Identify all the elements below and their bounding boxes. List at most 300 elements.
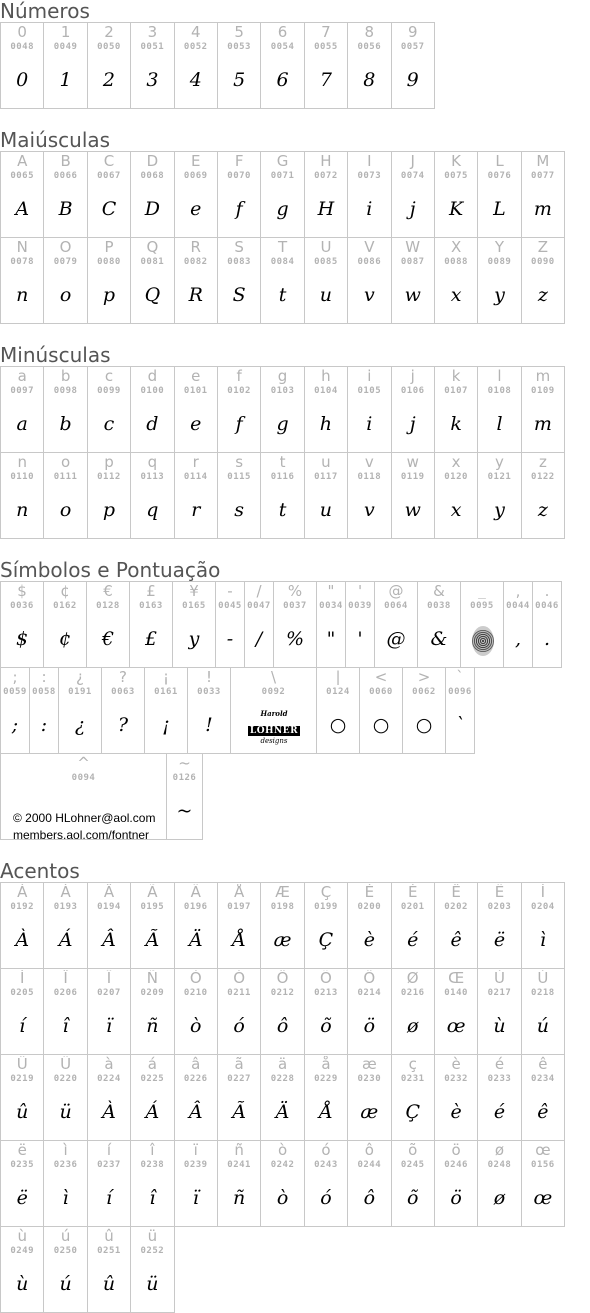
character-code: 0199 bbox=[314, 902, 338, 912]
glyph-sample: i bbox=[366, 413, 373, 435]
character-code: 0092 bbox=[261, 687, 286, 697]
character-label: á bbox=[147, 1056, 157, 1072]
character-code: 0194 bbox=[97, 902, 121, 912]
character-code: 0111 bbox=[53, 472, 78, 482]
glyph-sample: t bbox=[278, 284, 287, 306]
character-code: 0244 bbox=[357, 1160, 382, 1170]
character-code: 0055 bbox=[314, 42, 338, 52]
glyph-cell bbox=[131, 883, 174, 969]
character-code: 0089 bbox=[487, 257, 512, 267]
glyph-sample: Â bbox=[102, 929, 116, 951]
character-code: 0211 bbox=[227, 988, 251, 998]
character-code: 0237 bbox=[97, 1160, 121, 1170]
character-code: 0095 bbox=[470, 601, 494, 611]
glyph-cell bbox=[360, 668, 403, 754]
character-code: 0056 bbox=[357, 42, 382, 52]
character-label: J bbox=[410, 153, 415, 169]
character-code: 0034 bbox=[319, 601, 343, 611]
glyph-sample: Â bbox=[188, 1101, 203, 1123]
character-label: ú bbox=[60, 1228, 71, 1244]
character-label: m bbox=[535, 368, 551, 384]
glyph-row bbox=[0, 667, 475, 754]
glyph-sample: ú bbox=[59, 1273, 72, 1295]
character-code: 0202 bbox=[444, 902, 468, 912]
character-label: " bbox=[327, 583, 335, 599]
glyph-sample: £ bbox=[144, 628, 158, 650]
character-label: D bbox=[146, 153, 159, 169]
glyph-cell bbox=[392, 453, 435, 539]
glyph-cell bbox=[305, 1055, 348, 1141]
character-label: 3 bbox=[147, 24, 158, 40]
glyph-cell bbox=[175, 883, 218, 969]
glyph-cell bbox=[305, 453, 348, 539]
glyph-sample: v bbox=[363, 284, 375, 306]
glyph-cell bbox=[218, 453, 261, 539]
glyph-sample: À bbox=[15, 929, 30, 951]
character-code: 0033 bbox=[197, 687, 221, 697]
character-code: 0246 bbox=[444, 1160, 468, 1170]
character-code: 0161 bbox=[154, 687, 178, 697]
character-label: 6 bbox=[277, 24, 288, 40]
character-label: Û bbox=[16, 1056, 28, 1072]
character-label: Ú bbox=[537, 970, 549, 986]
glyph-cell bbox=[375, 582, 418, 668]
character-code: 0084 bbox=[270, 257, 295, 267]
character-label: Ì bbox=[540, 884, 546, 900]
character-code: 0242 bbox=[270, 1160, 295, 1170]
glyph-cell bbox=[1, 969, 44, 1055]
glyph-cell bbox=[348, 23, 391, 109]
glyph-cell bbox=[478, 969, 521, 1055]
glyph-sample: f bbox=[235, 413, 243, 435]
glyph-sample: Å bbox=[232, 929, 247, 951]
character-code: 0192 bbox=[10, 902, 35, 912]
glyph-cell bbox=[1, 152, 44, 238]
glyph-cell bbox=[1, 582, 44, 668]
glyph-sample: - bbox=[226, 628, 234, 650]
character-code: 0252 bbox=[140, 1246, 165, 1256]
glyph-cell bbox=[435, 152, 478, 238]
glyph-sample: ö bbox=[363, 1015, 376, 1037]
glyph-sample: œ bbox=[533, 1187, 553, 1209]
glyph-cell bbox=[261, 367, 304, 453]
glyph-sample: A bbox=[15, 198, 30, 220]
glyph-cell bbox=[348, 238, 391, 324]
character-code: 0074 bbox=[400, 171, 425, 181]
glyph-sample: ø bbox=[493, 1187, 506, 1209]
character-label: B bbox=[60, 153, 71, 169]
glyph-sample: g bbox=[276, 198, 289, 220]
character-label: W bbox=[405, 239, 421, 255]
glyph-cell bbox=[44, 1055, 87, 1141]
glyph-cell bbox=[175, 1141, 218, 1227]
glyph-sample: ì bbox=[62, 1187, 69, 1209]
glyph-sample: . bbox=[543, 628, 551, 650]
character-label: l bbox=[497, 368, 502, 384]
glyph-cell bbox=[305, 23, 348, 109]
glyph-sample: D bbox=[144, 198, 160, 220]
logo-line-1: Harold bbox=[260, 709, 288, 718]
glyph-cell bbox=[305, 238, 348, 324]
glyph-sample: ○ bbox=[329, 714, 347, 736]
glyph-cell bbox=[392, 152, 435, 238]
glyph-cell bbox=[44, 1141, 87, 1227]
glyph-cell bbox=[231, 668, 317, 754]
character-label: h bbox=[321, 368, 331, 384]
glyph-sample: Ã bbox=[232, 1101, 247, 1123]
character-code: 0048 bbox=[10, 42, 35, 52]
glyph-cell bbox=[261, 883, 304, 969]
glyph-cell bbox=[44, 152, 87, 238]
character-code: 0070 bbox=[227, 171, 251, 181]
glyph-sample: í bbox=[19, 1015, 26, 1037]
glyph-cell bbox=[1, 1227, 44, 1313]
character-code: 0219 bbox=[10, 1074, 35, 1084]
character-code: 0206 bbox=[53, 988, 78, 998]
character-code: 0063 bbox=[111, 687, 135, 697]
character-label: & bbox=[433, 583, 445, 599]
character-label: F bbox=[234, 153, 244, 169]
glyph-sample: í bbox=[105, 1187, 113, 1209]
character-label: À bbox=[17, 884, 28, 900]
character-label: k bbox=[451, 368, 461, 384]
character-code: 0241 bbox=[227, 1160, 251, 1170]
character-label: é bbox=[494, 1056, 505, 1072]
character-label: R bbox=[190, 239, 201, 255]
character-label: ó bbox=[321, 1142, 331, 1158]
character-code: 0072 bbox=[314, 171, 338, 181]
glyph-sample: À bbox=[102, 1101, 116, 1123]
character-code: 0227 bbox=[227, 1074, 251, 1084]
character-label: ê bbox=[538, 1056, 548, 1072]
character-code: 0126 bbox=[172, 773, 197, 783]
character-label: t bbox=[279, 454, 286, 470]
glyph-sample: ú bbox=[536, 1015, 549, 1037]
glyph-cell bbox=[435, 367, 478, 453]
glyph-sample: Ä bbox=[275, 1101, 290, 1123]
character-label: Œ bbox=[448, 970, 465, 986]
character-code: 0220 bbox=[53, 1074, 78, 1084]
glyph-sample: õ bbox=[406, 1187, 419, 1209]
character-code: 0053 bbox=[227, 42, 251, 52]
character-code: 0248 bbox=[487, 1160, 512, 1170]
glyph-cell bbox=[44, 582, 87, 668]
glyph-sample: î bbox=[62, 1015, 69, 1037]
character-code: 0238 bbox=[140, 1160, 165, 1170]
character-code: 0108 bbox=[487, 386, 512, 396]
character-code: 0047 bbox=[247, 601, 271, 611]
character-code: 0195 bbox=[140, 902, 165, 912]
glyph-cell bbox=[274, 582, 317, 668]
glyph-row bbox=[0, 581, 562, 668]
glyph-sample: 1 bbox=[59, 69, 72, 91]
glyph-cell bbox=[435, 453, 478, 539]
character-label: Ò bbox=[189, 970, 202, 986]
character-label: % bbox=[287, 583, 303, 599]
glyph-sample: c bbox=[103, 413, 115, 435]
glyph-sample: g bbox=[276, 413, 289, 435]
character-code: 0198 bbox=[270, 902, 295, 912]
character-label: $ bbox=[17, 583, 27, 599]
glyph-sample: ` bbox=[455, 714, 465, 736]
glyph-sample: ○ bbox=[415, 714, 433, 736]
character-code: 0065 bbox=[10, 171, 35, 181]
glyph-cell bbox=[130, 582, 173, 668]
character-label: 1 bbox=[60, 24, 71, 40]
character-code: 0156 bbox=[531, 1160, 555, 1170]
character-label: < bbox=[374, 669, 388, 685]
glyph-cell bbox=[446, 668, 475, 754]
character-label: ô bbox=[364, 1142, 374, 1158]
character-code: 0104 bbox=[314, 386, 338, 396]
character-label: e bbox=[191, 368, 201, 384]
glyph-cell bbox=[348, 883, 391, 969]
character-code: 0118 bbox=[357, 472, 382, 482]
character-code: 0081 bbox=[140, 257, 165, 267]
glyph-sample: Ä bbox=[188, 929, 203, 951]
glyph-cell bbox=[44, 238, 87, 324]
glyph-cell bbox=[175, 367, 218, 453]
character-code: 0103 bbox=[270, 386, 295, 396]
glyph-cell bbox=[131, 1141, 174, 1227]
glyph-cell bbox=[218, 1055, 261, 1141]
character-label: w bbox=[406, 454, 419, 470]
character-label: r bbox=[192, 454, 199, 470]
character-code: 0109 bbox=[531, 386, 555, 396]
character-code: 0196 bbox=[183, 902, 208, 912]
character-label: Á bbox=[60, 884, 71, 900]
character-code: 0214 bbox=[357, 988, 382, 998]
character-label: i bbox=[367, 368, 372, 384]
character-code: 0076 bbox=[487, 171, 512, 181]
glyph-sample: ø bbox=[406, 1015, 419, 1037]
character-code: 0115 bbox=[227, 472, 251, 482]
glyph-cell bbox=[522, 367, 565, 453]
character-code: 0236 bbox=[53, 1160, 78, 1170]
character-code: 0087 bbox=[400, 257, 425, 267]
glyph-cell bbox=[131, 23, 174, 109]
character-label: z bbox=[538, 454, 547, 470]
glyph-sample: w bbox=[404, 284, 421, 306]
character-code: 0225 bbox=[140, 1074, 165, 1084]
character-label: Î bbox=[63, 970, 68, 986]
character-code: 0071 bbox=[270, 171, 295, 181]
glyph-cell bbox=[533, 582, 562, 668]
character-label: ? bbox=[119, 669, 127, 685]
character-code: 0120 bbox=[444, 472, 468, 482]
glyph-sample: ¡ bbox=[162, 714, 170, 736]
glyph-cell bbox=[418, 582, 461, 668]
glyph-cell bbox=[392, 23, 435, 109]
glyph-sample: ; bbox=[11, 714, 19, 736]
character-label: ~ bbox=[178, 755, 191, 771]
glyph-cell bbox=[175, 238, 218, 324]
glyph-cell bbox=[245, 582, 274, 668]
character-code: 0121 bbox=[487, 472, 512, 482]
character-code: 0078 bbox=[10, 257, 35, 267]
character-label: Ø bbox=[406, 970, 419, 986]
glyph-sample: 6 bbox=[276, 69, 289, 91]
glyph-cell bbox=[261, 969, 304, 1055]
glyph-cell bbox=[1, 668, 30, 754]
glyph-cell bbox=[392, 1141, 435, 1227]
glyph-cell bbox=[175, 23, 218, 109]
character-code: 0119 bbox=[400, 472, 425, 482]
glyph-sample: a bbox=[16, 413, 28, 435]
glyph-sample: 8 bbox=[363, 69, 376, 91]
character-code: 0207 bbox=[97, 988, 121, 998]
glyph-cell bbox=[1, 1055, 44, 1141]
glyph-cell bbox=[218, 1141, 261, 1227]
character-code: 0090 bbox=[531, 257, 555, 267]
character-label: j bbox=[410, 368, 415, 384]
glyph-sample: 4 bbox=[189, 69, 202, 91]
glyph-sample: i bbox=[366, 198, 373, 220]
character-code: 0165 bbox=[182, 601, 206, 611]
glyph-cell bbox=[317, 668, 360, 754]
glyph-sample: u bbox=[319, 284, 333, 306]
glyph-cell bbox=[348, 367, 391, 453]
character-code: 0122 bbox=[531, 472, 555, 482]
character-code: 0200 bbox=[357, 902, 382, 912]
character-code: 0069 bbox=[183, 171, 208, 181]
glyph-sample: e bbox=[190, 413, 202, 435]
glyph-cell bbox=[218, 367, 261, 453]
glyph-row bbox=[0, 968, 565, 1055]
glyph-sample: Á bbox=[145, 1101, 160, 1123]
glyph-sample: 0 bbox=[16, 69, 29, 91]
glyph-sample: ô bbox=[276, 1015, 289, 1037]
character-label: M bbox=[536, 153, 550, 169]
character-label: ¥ bbox=[189, 583, 199, 599]
glyph-sample: è bbox=[450, 1101, 462, 1123]
glyph-cell bbox=[305, 883, 348, 969]
character-label: ä bbox=[277, 1056, 288, 1072]
character-label: S bbox=[234, 239, 244, 255]
glyph-row bbox=[0, 753, 203, 840]
character-label: b bbox=[60, 368, 71, 384]
character-code: 0099 bbox=[97, 386, 121, 396]
glyph-cell bbox=[435, 238, 478, 324]
glyph-cell bbox=[1, 1141, 44, 1227]
glyph-cell bbox=[1, 23, 44, 109]
glyph-cell bbox=[131, 1055, 174, 1141]
character-code: 0049 bbox=[53, 42, 78, 52]
glyph-sample: ! bbox=[205, 714, 213, 736]
character-code: 0193 bbox=[53, 902, 78, 912]
character-label: Â bbox=[103, 884, 115, 900]
glyph-sample: & bbox=[430, 628, 448, 650]
glyph-cell bbox=[522, 1141, 565, 1227]
glyph-cell bbox=[175, 453, 218, 539]
glyph-sample: ' bbox=[357, 628, 363, 650]
glyph-cell bbox=[44, 883, 87, 969]
character-label: ñ bbox=[234, 1142, 244, 1158]
character-code: 0116 bbox=[270, 472, 295, 482]
character-code: 0216 bbox=[400, 988, 425, 998]
glyph-cell bbox=[392, 238, 435, 324]
character-code: 0045 bbox=[218, 601, 242, 611]
character-label: 5 bbox=[234, 24, 244, 40]
glyph-cell bbox=[175, 152, 218, 238]
glyph-cell bbox=[1, 453, 44, 539]
glyph-sample: ¢ bbox=[58, 628, 72, 650]
glyph-sample: 2 bbox=[102, 69, 116, 91]
glyph-cell bbox=[522, 883, 565, 969]
character-code: 0233 bbox=[487, 1074, 512, 1084]
character-label: £ bbox=[146, 583, 156, 599]
glyph-sample: S bbox=[232, 284, 246, 306]
character-label: 4 bbox=[190, 24, 201, 40]
character-code: 0037 bbox=[283, 601, 307, 611]
character-label: Ñ bbox=[146, 970, 158, 986]
character-code: 0100 bbox=[140, 386, 165, 396]
character-code: 0098 bbox=[53, 386, 78, 396]
glyph-cell bbox=[44, 23, 87, 109]
character-label: ë bbox=[17, 1142, 27, 1158]
glyph-sample: Ç bbox=[405, 1101, 420, 1123]
glyph-sample: ? bbox=[117, 714, 129, 736]
glyph-sample: ó bbox=[320, 1187, 332, 1209]
glyph-sample: t bbox=[278, 499, 287, 521]
character-label: c bbox=[104, 368, 114, 384]
glyph-sample: Å bbox=[319, 1101, 333, 1123]
character-label: d bbox=[147, 368, 158, 384]
glyph-row bbox=[0, 882, 565, 969]
glyph-cell bbox=[218, 23, 261, 109]
glyph-sample: æ bbox=[360, 1101, 379, 1123]
glyph-sample: p bbox=[102, 499, 116, 521]
glyph-sample: ê bbox=[450, 929, 462, 951]
character-label: Ï bbox=[106, 970, 112, 986]
character-code: 0051 bbox=[140, 42, 165, 52]
glyph-sample: 7 bbox=[319, 69, 332, 91]
glyph-cell bbox=[216, 582, 245, 668]
glyph-sample: y bbox=[188, 628, 200, 650]
character-label: ¢ bbox=[60, 583, 70, 599]
glyph-sample: ï bbox=[192, 1187, 199, 1209]
glyph-sample: d bbox=[146, 413, 159, 435]
character-label: Í bbox=[19, 970, 25, 986]
character-label: â bbox=[191, 1056, 201, 1072]
glyph-sample: 9 bbox=[406, 69, 419, 91]
section-title: Minúsculas bbox=[0, 343, 111, 367]
character-code: 0110 bbox=[10, 472, 35, 482]
glyph-cell bbox=[218, 969, 261, 1055]
glyph-sample: ñ bbox=[146, 1015, 159, 1037]
character-label: ö bbox=[451, 1142, 461, 1158]
glyph-sample: î bbox=[149, 1187, 156, 1209]
glyph-cell bbox=[167, 754, 203, 840]
glyph-cell bbox=[173, 582, 216, 668]
character-label: v bbox=[364, 454, 374, 470]
glyph-cell bbox=[30, 668, 59, 754]
character-code: 0079 bbox=[53, 257, 78, 267]
glyph-sample: u bbox=[319, 499, 333, 521]
credit-line-1: © 2000 HLohner@aol.com bbox=[13, 811, 156, 825]
character-code: 0234 bbox=[531, 1074, 555, 1084]
glyph-sample: ó bbox=[233, 1015, 245, 1037]
glyph-cell bbox=[305, 1141, 348, 1227]
glyph-cell bbox=[522, 238, 565, 324]
logo-line-2: LOHNER bbox=[249, 726, 299, 736]
glyph-cell bbox=[392, 969, 435, 1055]
character-label: è bbox=[451, 1056, 461, 1072]
character-code: 0232 bbox=[444, 1074, 468, 1084]
glyph-sample: , bbox=[514, 628, 522, 650]
glyph-sample: " bbox=[326, 628, 336, 650]
character-code: 0229 bbox=[314, 1074, 338, 1084]
